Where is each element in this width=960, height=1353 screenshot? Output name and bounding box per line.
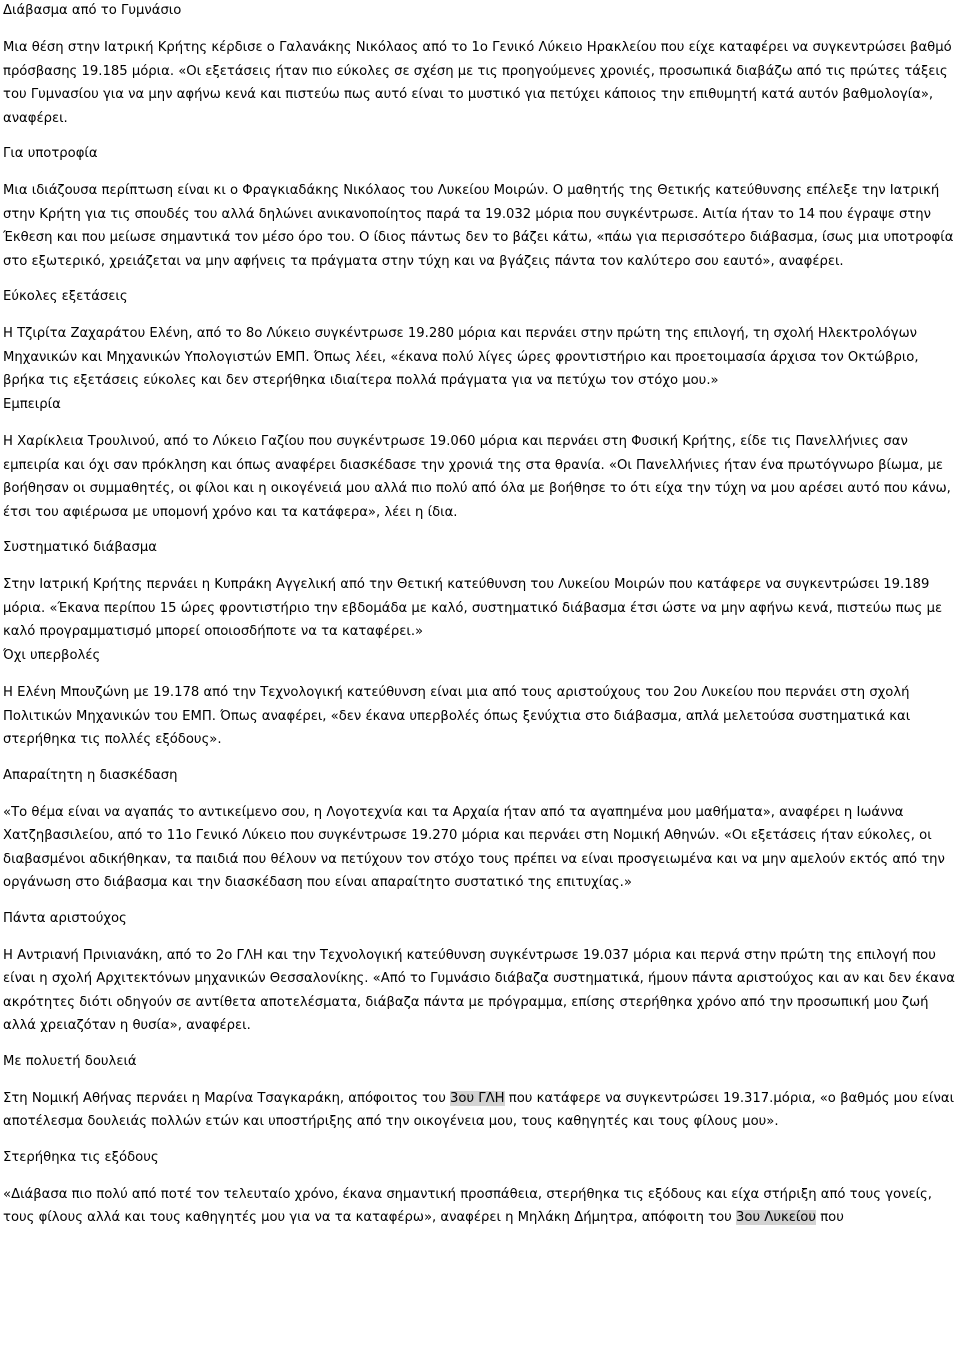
paragraph-text: Στη Νομική Αθήνας περνάει η Μαρίνα Τσαγκαράκη, απόφοιτος του bbox=[3, 1090, 451, 1106]
section-heading: Εύκολες εξετάσεις bbox=[3, 289, 128, 304]
section-heading: Στερήθηκα τις εξόδους bbox=[3, 1149, 159, 1165]
highlighted-text: 3ου ΓΛΗ bbox=[450, 1090, 505, 1106]
section-heading: Εμπειρία bbox=[3, 396, 61, 412]
paragraph: Η Ελένη Μπουζώνη με 19.178 από την Τεχνολογική κατεύθυνση είναι μια από τους αριστούχους του 2ου Λυκείου που περνάει στη σχολή Πολιτικών Μηχανικών του ΕΜΠ. Όπως αναφέρει, «δεν έκανα υπερβολές όπως ξενύχτια στο διάβασμα, απλά μελετούσα συστηματικά και στερήθηκα τις πολλές εξόδους». bbox=[3, 685, 911, 747]
section-heading: Συστηματικό διάβασμα bbox=[3, 540, 157, 555]
paragraph bbox=[3, 1183, 958, 1230]
section-heading: Διάβασμα από το Γυμνάσιο bbox=[3, 3, 182, 18]
paragraph: Μια θέση στην Ιατρική Κρήτης κέρδισε ο Γαλανάκης Νικόλαος από το 1ο Γενικό Λύκειο Ηρακλείου που είχε καταφέρει να συγκεντρώσει βαθμό πρόσβασης 19.185 μόρια. «Οι εξετάσεις ήταν πιο εύκολες σε σχέση με τις προηγούμενες χρονιές, προσωπικά διαβάζω από τις πρώτες τάξεις του Γυμνασίου για να μην αφήνω κενά και πιστεύω πως αυτό είναι το μυστικό για πετύχει κάποιος την επιθυμητή κατά αυτόν βαθμολογία», αναφέρει. bbox=[3, 40, 952, 126]
section-heading: Απαραίτητη η διασκέδαση bbox=[3, 767, 178, 783]
paragraph: «Το θέμα είναι να αγαπάς το αντικείμενο σου, η Λογοτεχνία και τα Αρχαία ήταν από τα αγαπημένα μου μαθήματα», αναφέρει η Ιωάννα Χατζηβασιλείου, από το 11ο Γενικό Λύκειο που συγκέντρωσε 19.270 μόρια και περνάει στη Νομική Αθηνών. «Οι εξετάσεις ήταν εύκολες, οι διαβασμένοι αδικήθηκαν, τα παιδιά που θέλουν να πετύχουν τον στόχο τους πρέπει να είναι προσγειωμένα και να μην αμελούν εκτός από την οργάνωση στο διάβασμα και την διασκέδαση που είναι απαραίτητο συστατικό της επιτυχίας.» bbox=[3, 804, 945, 890]
section-heading: Για υποτροφία bbox=[3, 146, 98, 161]
paragraph: Η Χαρίκλεια Τρουλινού, από το Λύκειο Γαζίου που συγκέντρωσε 19.060 μόρια και περνάει στη Φυσική Κρήτης, είδε τις Πανελλήνιες σαν εμπειρία και όχι σαν πρόκληση και όπως αναφέρει διασκέδασε την χρονιά της στα θρανία. «Οι Πανελλήνιες ήταν ένα πρωτόγνωρο βίωμα, με βοήθησαν οι συμμαθητές, οι φίλοι και η οικογένειά μου αλλά πιο πολύ από όλα με βοήθησε το ότι είχα την τύχη να μου αρέσει αυτό που κάνω, έτσι του αφιέρωσα με υπομονή χρόνο και τα κατάφερα», λέει η ίδια. bbox=[3, 434, 951, 520]
paragraph: Η Τζιρίτα Ζαχαράτου Ελένη, από το 8ο Λύκειο συγκέντρωσε 19.280 μόρια και περνάει στην πρώτη της επιλογή, τη σχολή Ηλεκτρολόγων Μηχανικών και Μηχανικών Υπολογιστών ΕΜΠ. Όπως λέει, «έκανα πολύ λίγες ώρες φροντιστήριο και προετοιμασία άρχισα τον Οκτώβριο, βρήκα τις εξετάσεις εύκολες και δεν στερήθηκα ιδιαίτερα πολλά πράγματα για να πετύχω τον στόχο μου.» bbox=[3, 326, 919, 388]
section-heading: Με πολυετή δουλειά bbox=[3, 1053, 137, 1069]
paragraph: Η Αντριανή Πρινιανάκη, από το 2ο ΓΛΗ και την Τεχνολογική κατεύθυνση συγκέντρωσε 19.037 μόρια και περνά στην πρώτη της επιλογή που είναι η σχολή Αρχιτεκτόνων μηχανικών Θεσσαλονίκης. «Από το Γυμνάσιο διάβαζα συστηματικά, ήμουν πάντα αριστούχος και αν και δεν έκανα ακρότητες διότι οδηγούν σε αντίθετα αποτελέσματα, διάβαζα πάντα με πρόγραμμα, επίσης στερήθηκα χρόνο από την προσωπική μου ζωή αλλά χρειαζόταν η θυσία», αναφέρει. bbox=[3, 947, 955, 1033]
paragraph-text: που bbox=[816, 1210, 844, 1225]
highlighted-text: 3ου Λυκείου bbox=[736, 1210, 817, 1225]
paragraph: Μια ιδιάζουσα περίπτωση είναι κι ο Φραγκιαδάκης Νικόλαος του Λυκείου Μοιρών. Ο μαθητής της Θετικής κατεύθυνσης επέλεξε την Ιατρική στην Κρήτη για τις σπουδές του αλλά δηλώνει ανικανοποίητος παρά τα 19.032 μόρια που συγκέντρωσε. Αιτία ήταν το 14 που έγραψε στην Έκθεση και που μείωσε σημαντικά τον μέσο όρο του. Ο ίδιος πάντως δεν το βάζει κάτω, «πάω για περισσότερο διάβασμα, ίσως μια υποτροφία στο εξωτερικό, χρειάζεται να μην αφήνεις τα πράγματα στην τύχη και να βγάζεις πάντα τον καλύτερο σου εαυτό», αναφέρει. bbox=[3, 183, 954, 269]
paragraph-text: «Διάβασα πιο πολύ από ποτέ τον τελευταίο χρόνο, έκανα σημαντική προσπάθεια, στερήθηκα τις εξόδους και είχα στήριξη από τους γονείς, τους φίλους αλλά και τους καθηγητές μου για να τα καταφέρω», αναφέρει η Μηλάκη Δήμητρα, απόφοιτη του bbox=[3, 1186, 932, 1225]
section-heading: Πάντα αριστούχος bbox=[3, 910, 127, 926]
paragraph: Στην Ιατρική Κρήτης περνάει η Κυπράκη Αγγελική από την Θετική κατεύθυνση του Λυκείου Μοιρών που κατάφερε να συγκεντρώσει 19.189 μόρια. «Έκανα περίπου 15 ώρες φροντιστήριο την εβδομάδα με καλό, συστηματικό διάβασμα έτσι ώστε να μην αφήνω κενά, πιστεύω πως με καλό προγραμματισμό μπορεί οποιοσδήποτε να τα καταφέρει.» bbox=[3, 577, 943, 639]
paragraph-text: που κατάφερε να συγκεντρώσει 19.317.μόρια, «ο βαθμός μου είναι αποτέλεσμα δουλειάς πολλών ετών και υποστήριξης από την οικογένεια μου, τους καθηγητές και τους φίλους μου». bbox=[3, 1090, 955, 1129]
article bbox=[3, 0, 958, 1243]
section-heading: Όχι υπερβολές bbox=[3, 647, 101, 663]
paragraph bbox=[3, 1087, 958, 1134]
